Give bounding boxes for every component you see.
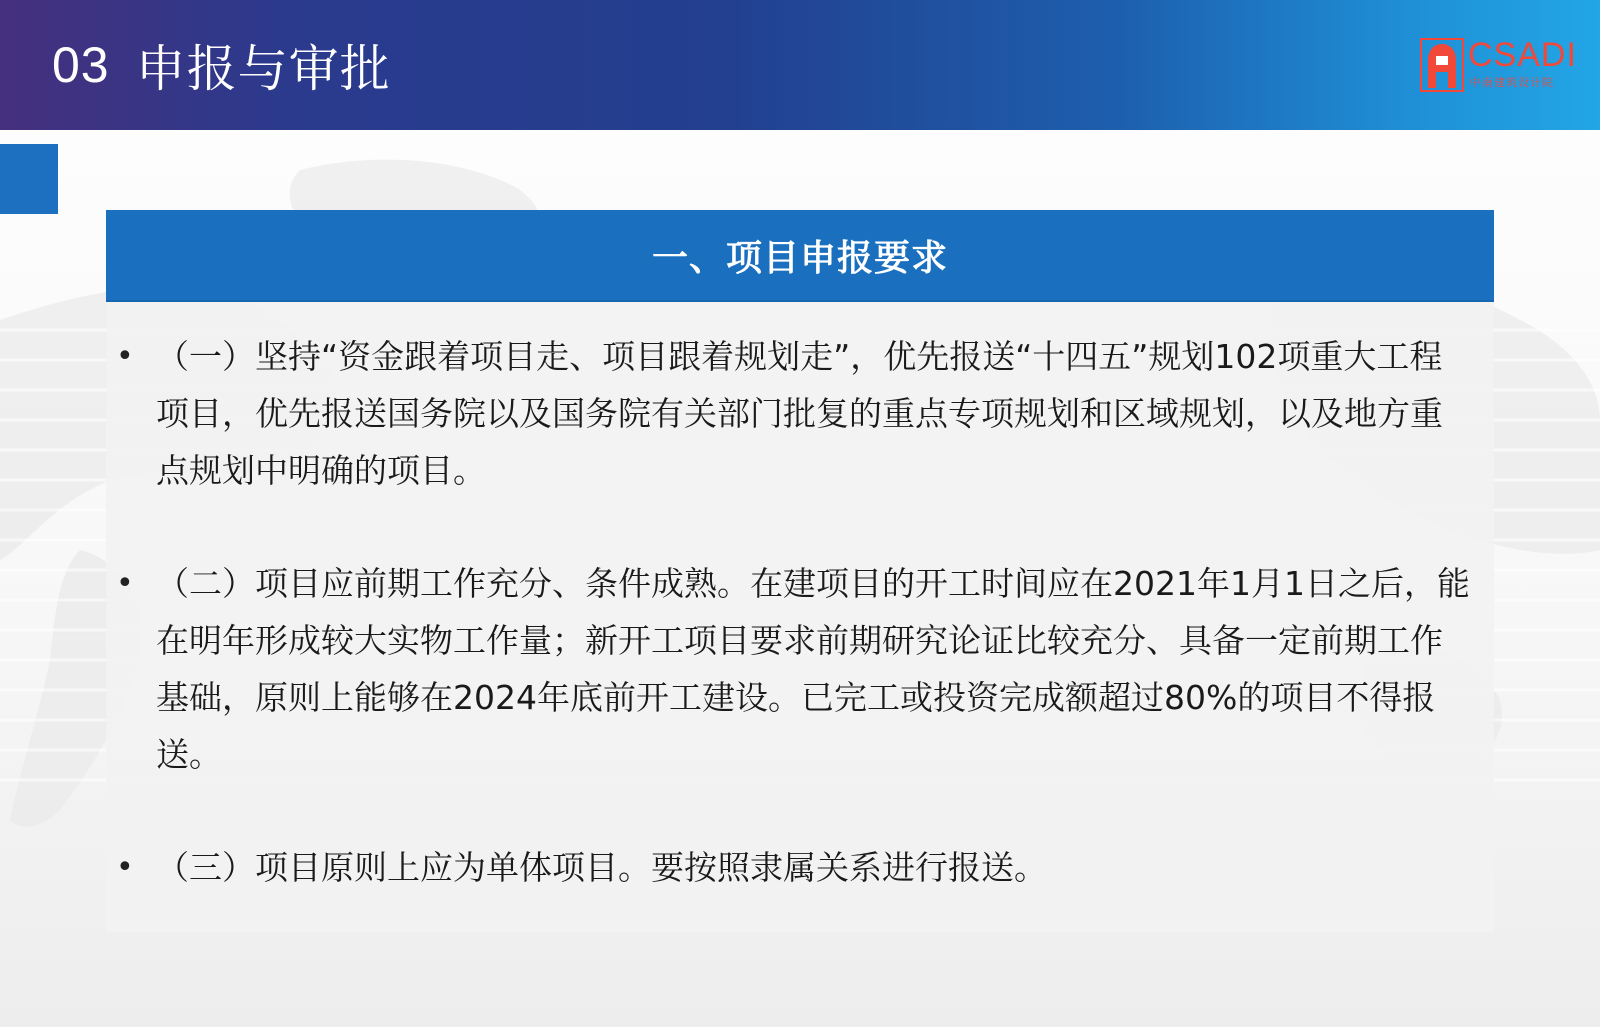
item-text: （一）坚持“资金跟着项目走、项目跟着规划走”，优先报送“十四五”规划102项重大工程项目，优先报送国务院以及国务院有关部门批复的重点专项规划和区域规划，以及地方重点规划中明确的项目。: [156, 337, 1443, 490]
list-item: [106, 555, 1494, 783]
item-text: （二）项目应前期工作充分、条件成熟。在建项目的开工时间应在2021年1月1日之后，能在明年形成较大实物工作量；新开工项目要求前期研究论证比较充分、具备一定前期工作基础，原则上能够在2024年底前开工建设。已完工或投资完成额超过80%的项目不得报送。: [156, 564, 1470, 774]
logo-mark-icon: [1420, 38, 1464, 92]
list-item: [106, 328, 1494, 499]
logo-text: CSADI: [1468, 36, 1577, 74]
requirement-list: [106, 328, 1494, 952]
header-band: [0, 0, 1600, 130]
panel-heading: 一、项目申报要求: [106, 210, 1494, 302]
bullet: •: [116, 566, 134, 601]
content-panel: [106, 210, 1494, 932]
bullet: •: [116, 850, 134, 885]
section-number: 03: [52, 37, 110, 93]
list-item: [106, 839, 1494, 896]
left-accent-bar: [0, 144, 58, 214]
csadi-logo: [1420, 36, 1575, 94]
bullet: •: [116, 339, 134, 374]
logo-subtitle: 中南建筑设计院: [1470, 76, 1554, 89]
item-text: （三）项目原则上应为单体项目。要按照隶属关系进行报送。: [156, 848, 1047, 887]
section-title: 申报与审批: [135, 40, 391, 98]
page-title: [52, 30, 391, 100]
